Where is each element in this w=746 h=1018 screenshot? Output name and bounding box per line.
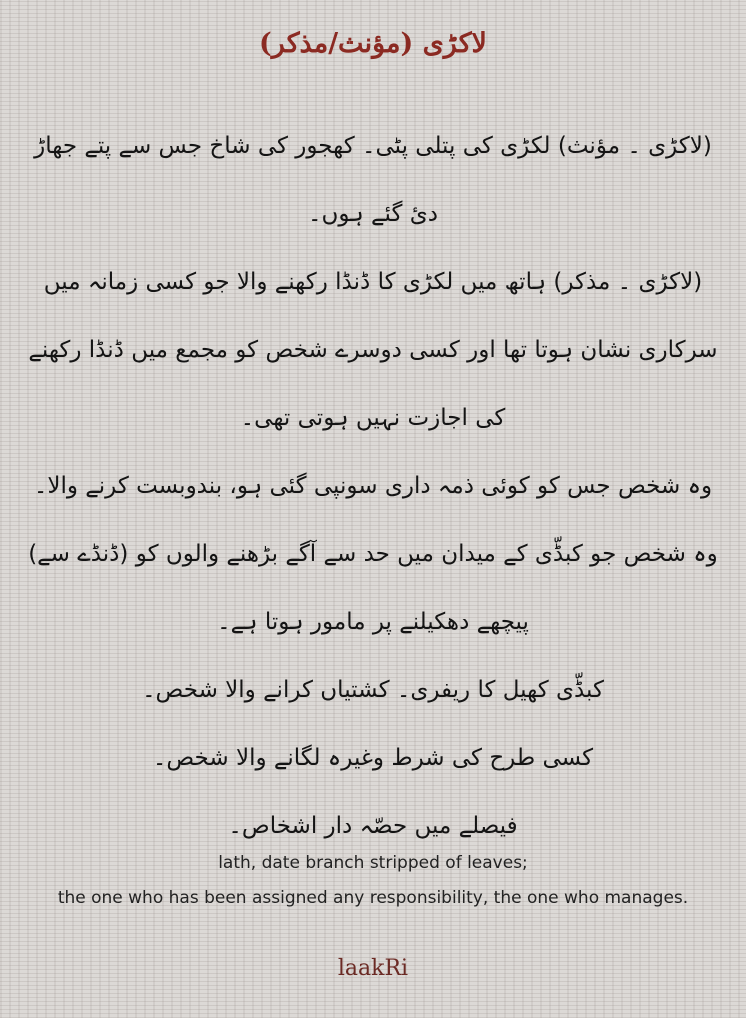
- urdu-definition: (لاکڑی ۔ مؤنث) لکڑی کی پتلی پٹی۔ کھجور کی شاخ جس سے پتے جھاڑ دیٔ گئے ہوں۔: [34, 133, 712, 227]
- transliteration: laakRi: [337, 956, 409, 981]
- english-line: the one who has been assigned any responsibility, the one who manages.: [57, 888, 689, 908]
- english-meaning: [40, 846, 706, 916]
- urdu-definition: وہ شخص جو کبڈّی کے میدان میں حد سے آگے بڑھنے والوں کو (ڈنڈے سے) پیچھے دھکیلنے پر مامور ہوتا ہے۔: [28, 541, 718, 635]
- entry-heading: لاکڑی (مؤنث/مذکر): [259, 28, 487, 59]
- urdu-definition: (لاکڑی ۔ مذکر) ہاتھ میں لکڑی کا ڈنڈا رکھنے والا جو کسی زمانہ میں سرکاری نشان ہوتا تھا اور کسی دوسرے شخص کو مجمع میں ڈنڈا رکھنے کی اجازت نہیں ہوتی تھی۔: [28, 269, 718, 431]
- urdu-definitions: [20, 112, 726, 860]
- urdu-definition: کسی طرح کی شرط وغیرہ لگانے والا شخص۔: [152, 745, 594, 771]
- urdu-definition: کبڈّی کھیل کا ریفری۔ کشتیاں کرانے والا شخص۔: [142, 677, 604, 703]
- english-line: lath, date branch stripped of leaves;: [218, 853, 528, 873]
- urdu-definition: فیصلے میں حصّہ دار اشخاص۔: [228, 813, 518, 839]
- urdu-definition: وہ شخص جس کو کوئی ذمہ داری سونپی گئی ہو، بندوبست کرنے والا۔: [33, 473, 713, 499]
